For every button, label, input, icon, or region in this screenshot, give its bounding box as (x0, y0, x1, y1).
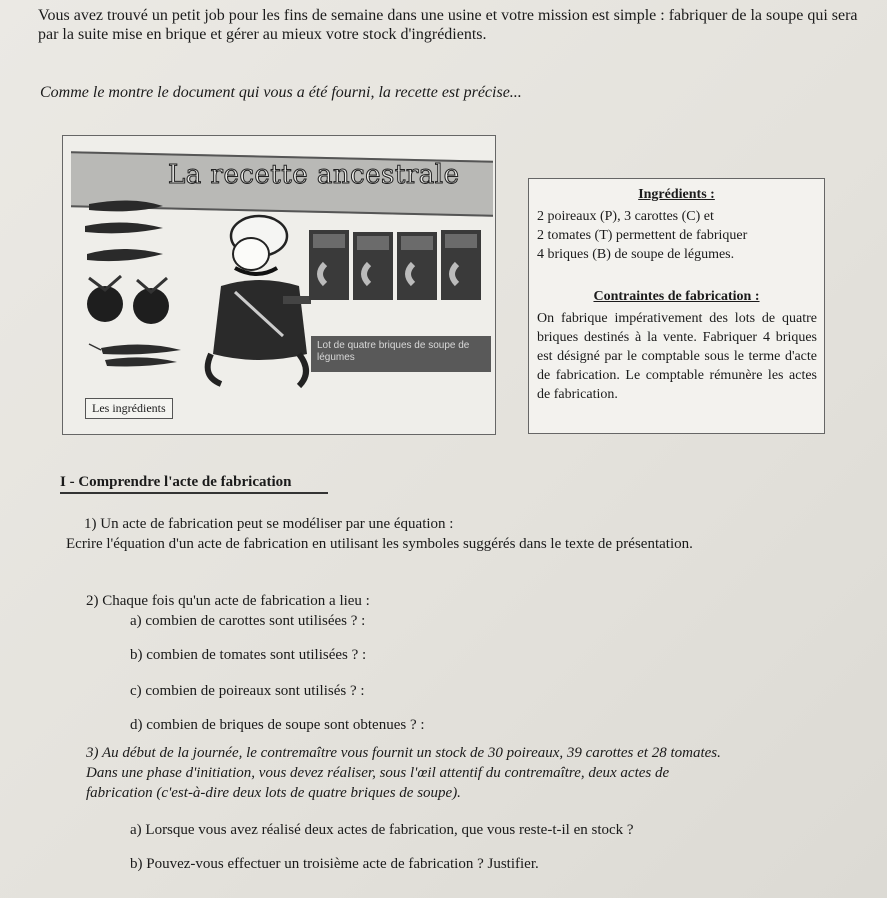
question-3b: b) Pouvez-vous effectuer un troisième acte de fabrication ? Justifier. (130, 856, 539, 872)
question-2b: b) combien de tomates sont utilisées ? : (130, 647, 367, 663)
info-box (528, 178, 825, 434)
ingredients-drawing (63, 136, 495, 434)
question-3-line-2: Dans une phase d'initiation, vous devez réaliser, sous l'œil attentif du contremaître, deux actes de (86, 765, 670, 781)
recipe-banner-title: La recette ancestrale (168, 160, 460, 190)
question-3-line-3: fabrication (c'est-à-dire deux lots de quatre briques de soupe). (86, 785, 461, 801)
question-3-line-1: 3) Au début de la journée, le contremaître vous fournit un stock de 30 poireaux, 39 carottes et 28 tomates. (86, 745, 721, 761)
question-3a: a) Lorsque vous avez réalisé deux actes de fabrication, que vous reste-t-il en stock ? (130, 822, 634, 838)
section-underline (60, 492, 328, 494)
tomato-icon (87, 276, 169, 324)
constraints-title: Contraintes de fabrication : (593, 289, 760, 304)
ingredients-line-1: 2 poireaux (P), 3 carottes (C) et (537, 209, 714, 224)
intro-lead: Comme le montre le document qui vous a été fourni, la recette est précise... (40, 84, 522, 101)
question-2d: d) combien de briques de soupe sont obtenues ? : (130, 717, 425, 733)
question-1-line-2: Ecrire l'équation d'un acte de fabrication en utilisant les symboles suggérés dans le texte de présentation. (66, 536, 693, 552)
question-2c: c) combien de poireaux sont utilisés ? : (130, 683, 365, 699)
lot-label: Lot de quatre briques de soupe de légumes (311, 336, 491, 372)
ingredients-line-3: 4 briques (B) de soupe de légumes. (537, 247, 735, 262)
leek-icon (85, 200, 163, 261)
intro-paragraph: Vous avez trouvé un petit job pour les fins de semaine dans une usine et votre mission est simple : fabriquer de la soupe qui sera par la suite mise en brique et gérer au mieux votre stock d'ingrédients. (38, 7, 858, 43)
ingredients-title: Ingrédients : (638, 187, 715, 202)
question-2: 2) Chaque fois qu'un acte de fabrication a lieu : (86, 593, 370, 609)
question-2a: a) combien de carottes sont utilisées ? : (130, 613, 366, 629)
carrot-icon (89, 344, 181, 367)
question-1-line-1: 1) Un acte de fabrication peut se modéliser par une équation : (84, 516, 454, 532)
ingredients-line-2: 2 tomates (T) permettent de fabriquer (537, 228, 748, 243)
recipe-illustration (62, 135, 496, 435)
chef-icon (208, 216, 311, 386)
ingredients-label: Les ingrédients (85, 398, 173, 419)
constraints-text: On fabrique impérativement des lots de quatre briques destinés à la vente. Fabriquer 4 briques est désigné par le comptable sous le terme d'acte de fabrication. Le comptable rémunère les actes de fabrication. (537, 311, 817, 402)
section-title: I - Comprendre l'acte de fabrication (60, 474, 292, 490)
soup-brick-icon (309, 230, 481, 300)
